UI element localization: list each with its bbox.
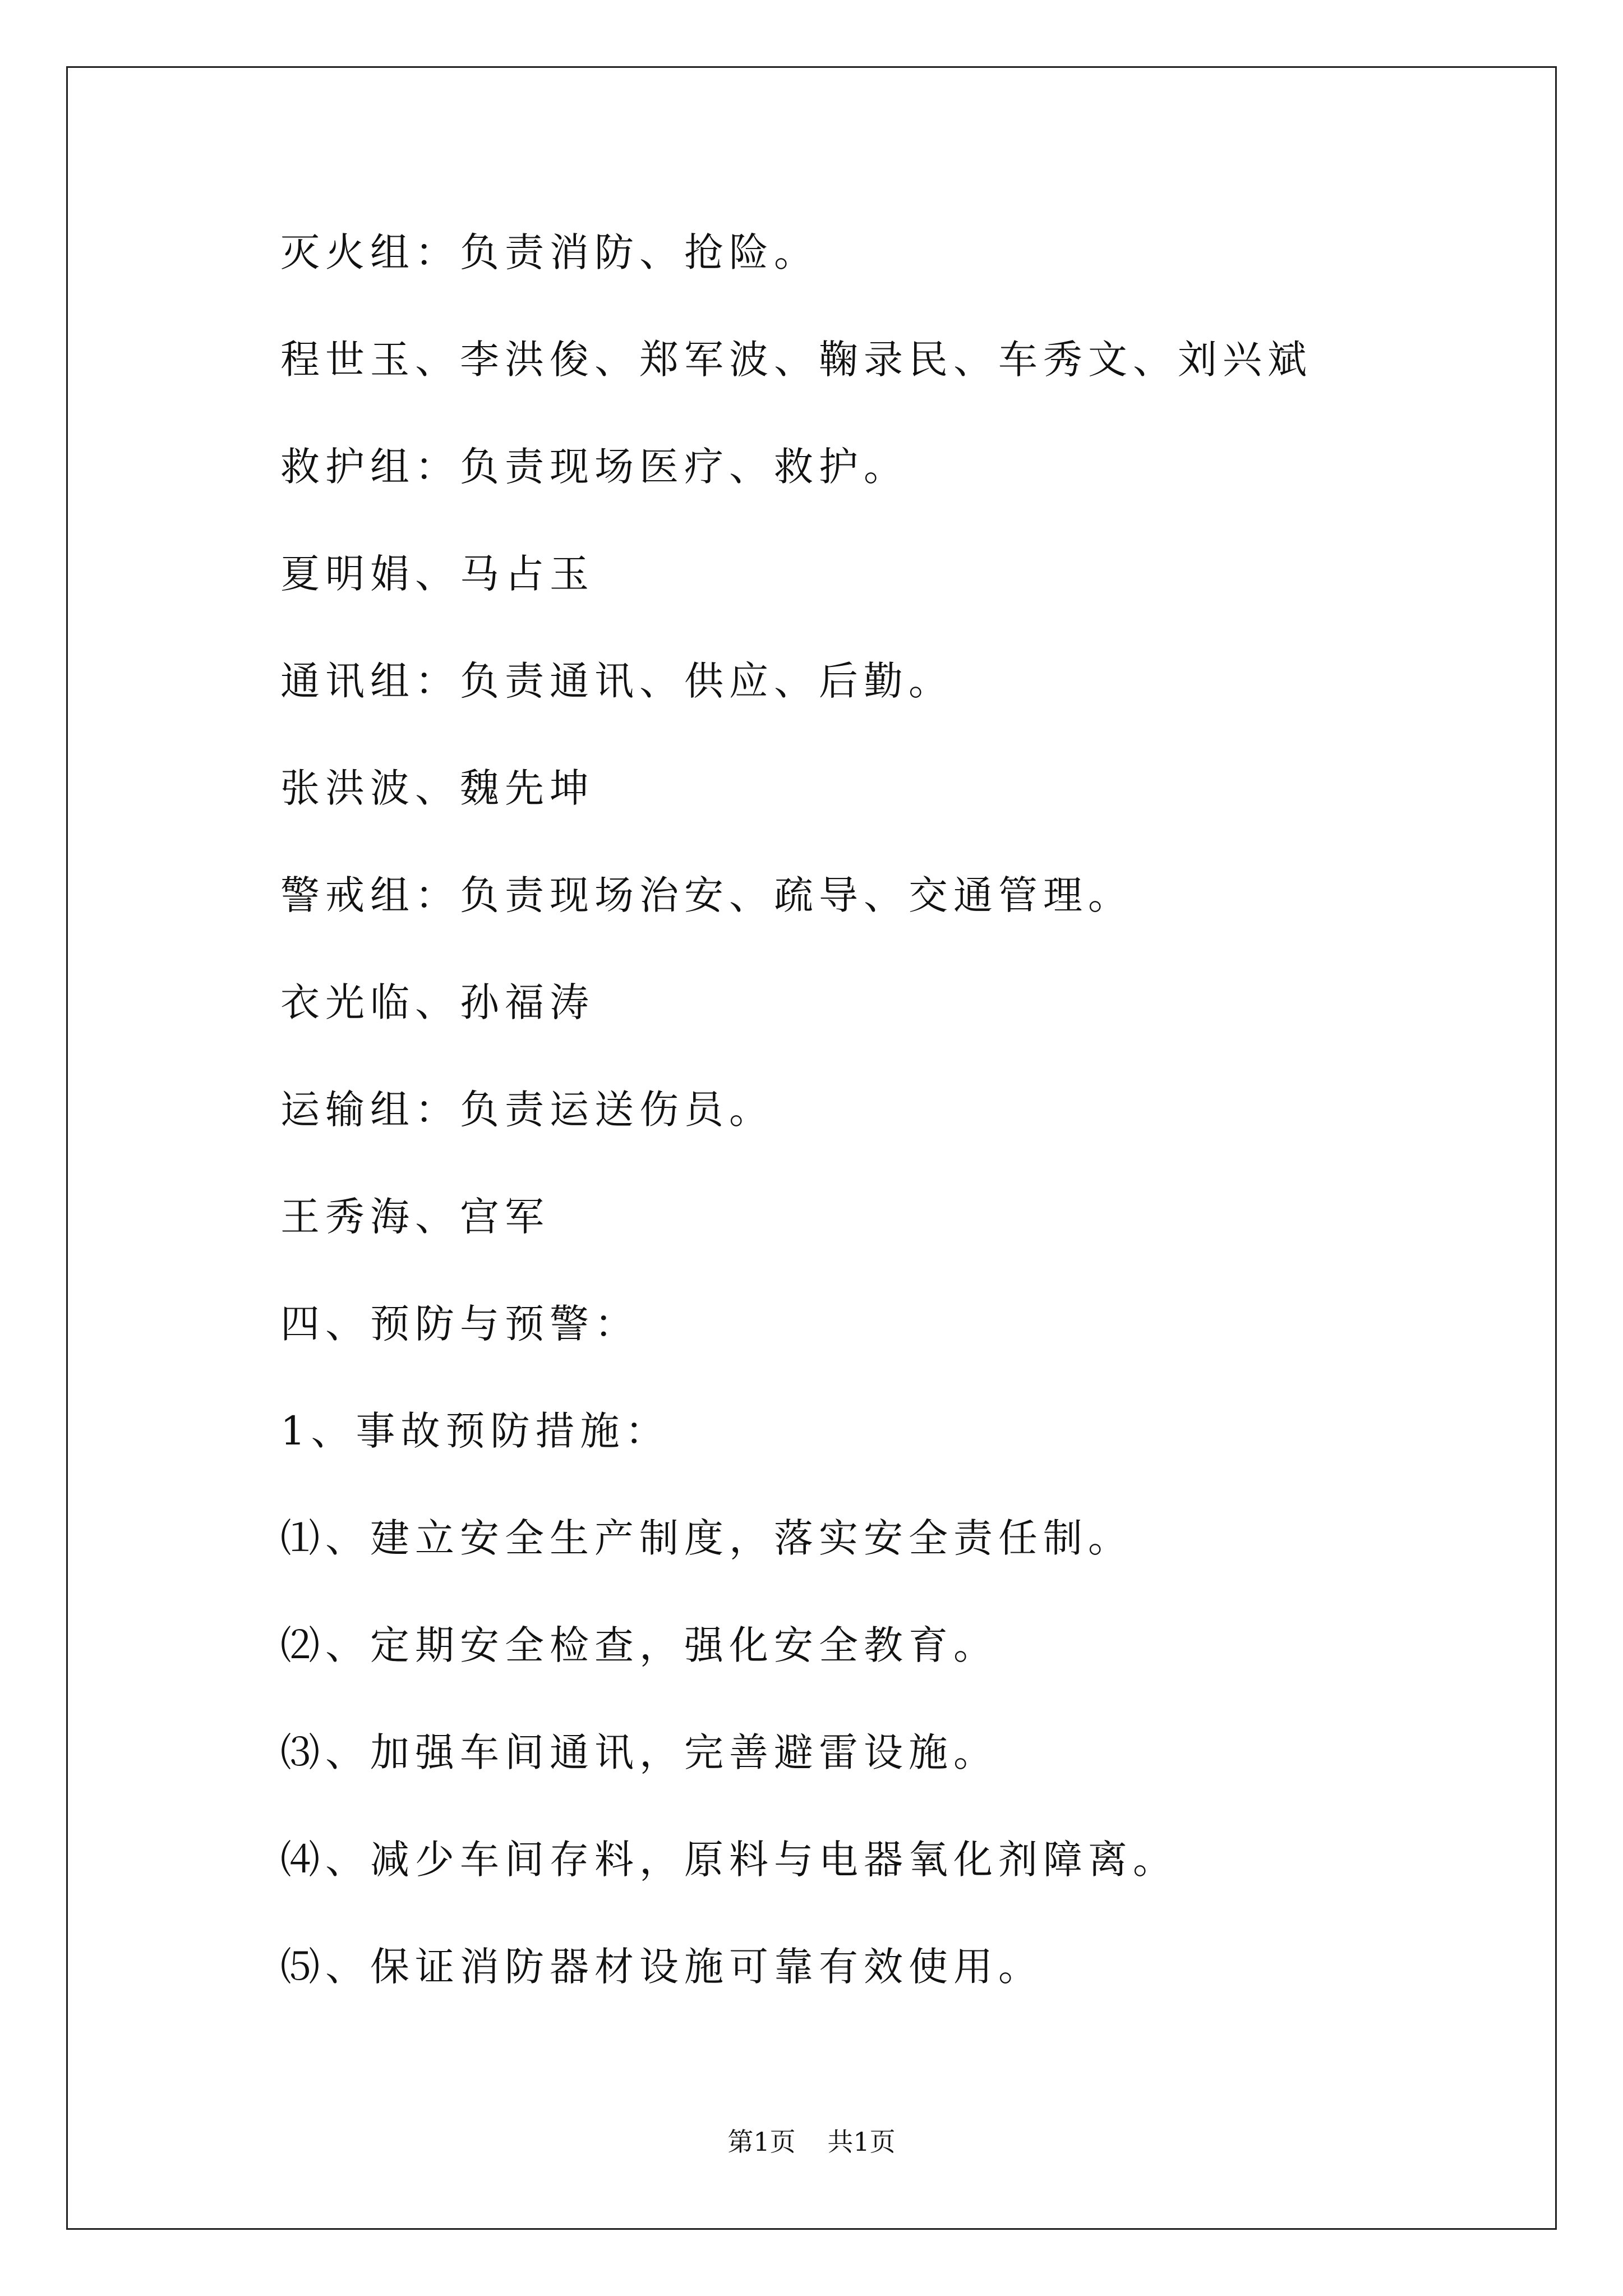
page-number-total: 共1页	[827, 2127, 896, 2157]
document-body	[280, 219, 1514, 2040]
section-line: 通讯组：负责通讯、供应、后勤。	[280, 658, 953, 704]
member-list-line: 程世玉、李洪俊、郑军波、鞠录民、车秀文、刘兴斌	[280, 337, 1312, 383]
member-list-line: 王秀海、宫军	[280, 1194, 550, 1240]
section-line: 警戒组：负责现场治安、疏导、交通管理。	[280, 872, 1133, 918]
measure-item: ⑵、定期安全检查，强化安全教育。	[280, 1622, 998, 1668]
member-list-line: 夏明娟、马占玉	[280, 551, 594, 597]
page-number-current: 第1页	[727, 2127, 796, 2157]
member-list-line: 张洪波、魏先坤	[280, 765, 594, 811]
measure-item: ⑴、建立安全生产制度，落实安全责任制。	[280, 1515, 1133, 1561]
member-list-line: 衣光临、孙福涛	[280, 979, 594, 1025]
subheading-line: 1、事故预防措施：	[280, 1408, 670, 1454]
measure-item: ⑸、保证消防器材设施可靠有效使用。	[280, 1944, 1043, 1990]
section-line: 救护组：负责现场医疗、救护。	[280, 444, 909, 490]
section-line: 灭火组：负责消防、抢险。	[280, 229, 819, 275]
measure-item: ⑷、减少车间存料，原料与电器氧化剂障离。	[280, 1837, 1178, 1883]
measure-item: ⑶、加强车间通讯，完善避雷设施。	[280, 1729, 998, 1775]
heading-line: 四、预防与预警：	[280, 1301, 639, 1347]
section-line: 运输组：负责运送伤员。	[280, 1087, 774, 1133]
page-footer	[0, 2125, 1623, 2159]
